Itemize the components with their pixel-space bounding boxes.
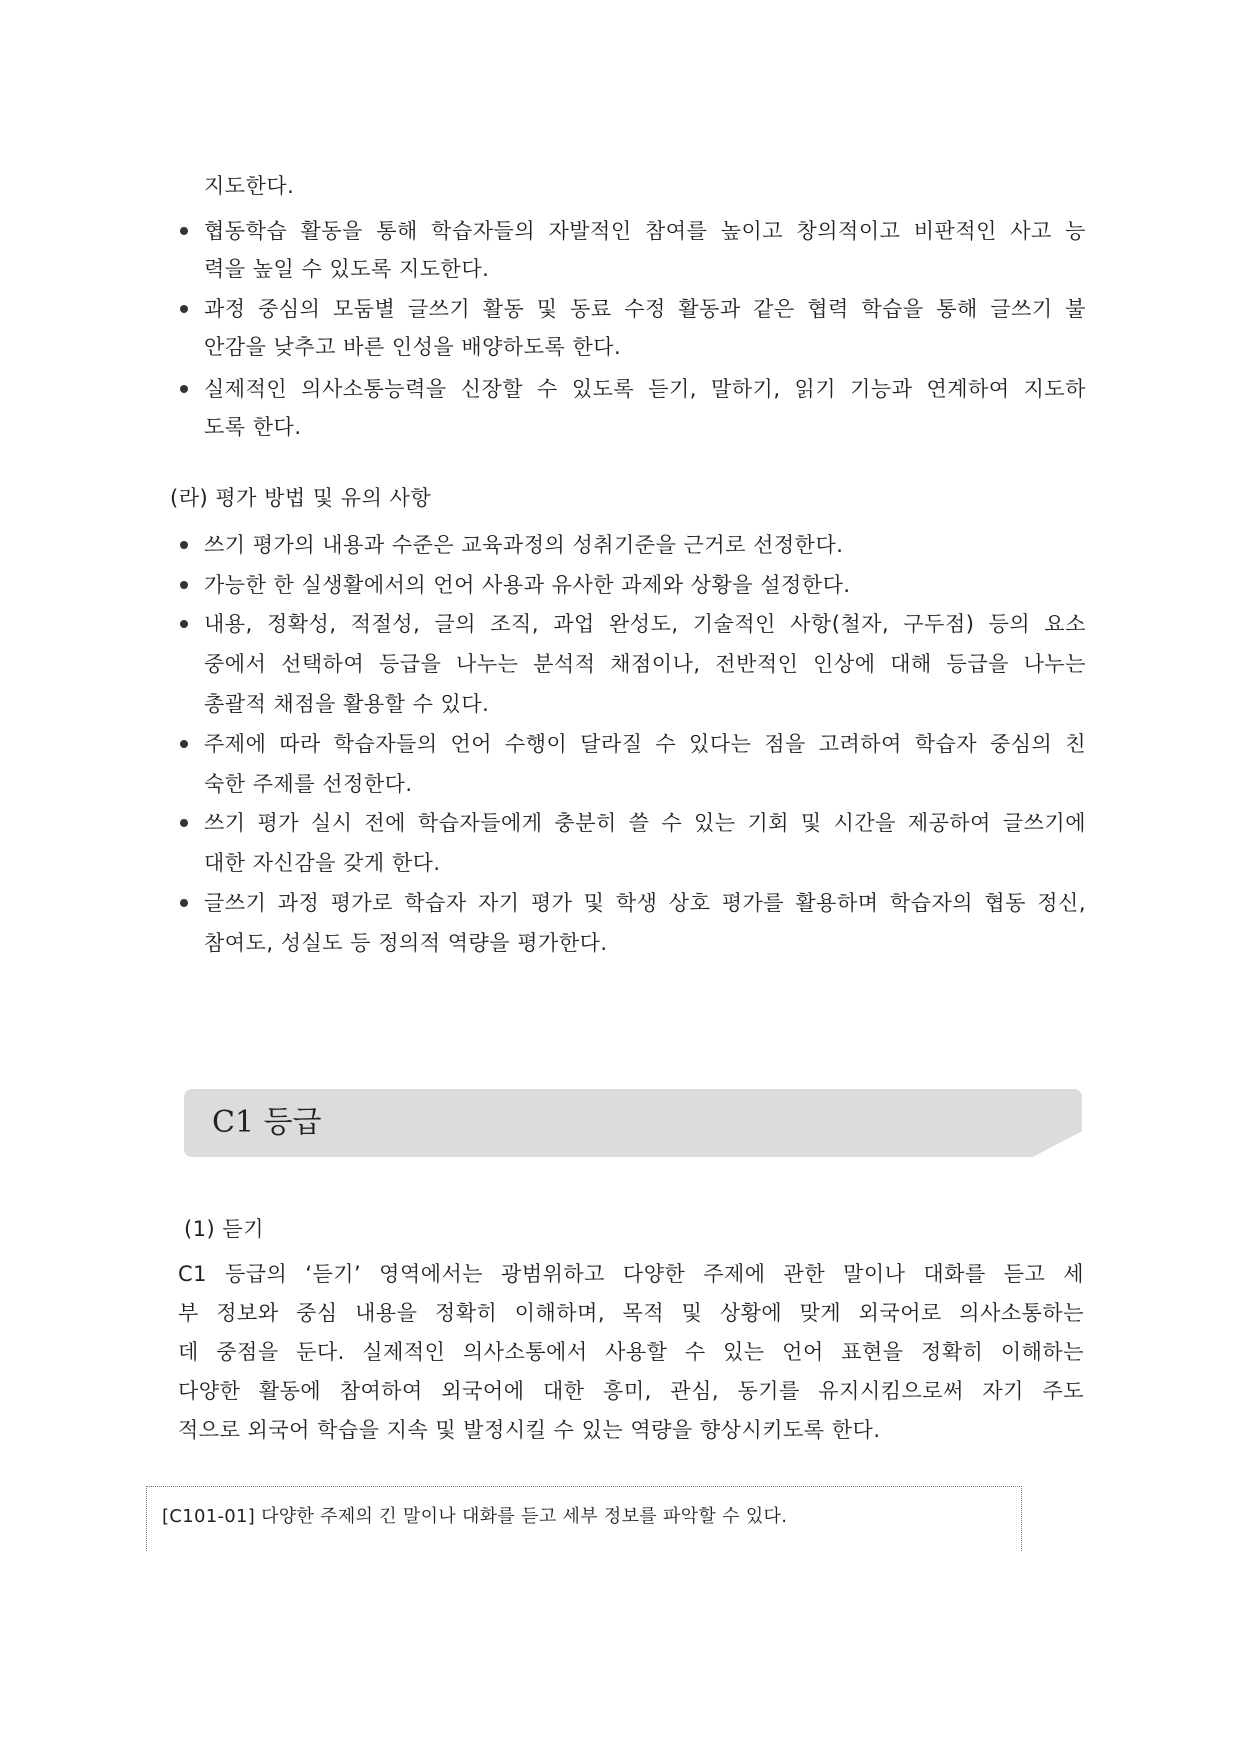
bullet-line: 총괄적 채점을 활용할 수 있다. bbox=[204, 692, 490, 716]
paragraph-line: 적으로 외국어 학습을 지속 및 발정시킬 수 있는 역량을 향상시키도록 한다. bbox=[178, 1418, 881, 1442]
bullet-line: 참여도, 성실도 등 정의적 역량을 평가한다. bbox=[204, 931, 608, 955]
bullet-dot-icon bbox=[180, 740, 188, 748]
bullet-dot-icon bbox=[180, 581, 188, 589]
bullet-line: 력을 높일 수 있도록 지도한다. bbox=[204, 257, 490, 281]
bullet-dot-icon bbox=[180, 227, 188, 235]
bullet-line: 글쓰기 과정 평가로 학습자 자기 평가 및 학생 상호 평가를 활용하며 학습자의 협동 정신, bbox=[204, 891, 1086, 915]
paragraph-line: 부 정보와 중심 내용을 정확히 이해하며, 목적 및 상황에 맞게 외국어로 의사소통하는 bbox=[178, 1301, 1084, 1325]
bullet-dot-icon bbox=[180, 305, 188, 313]
paragraph-line: 다양한 활동에 참여하여 외국어에 대한 흥미, 관심, 동기를 유지시킴으로써 자기 주도 bbox=[178, 1379, 1084, 1403]
paragraph-line: C1 등급의 ‘듣기’ 영역에서는 광범위하고 다양한 주제에 관한 말이나 대화를 듣고 세 bbox=[178, 1262, 1084, 1286]
bullet-line: 안감을 낮추고 바른 인성을 배양하도록 한다. bbox=[204, 335, 622, 359]
bullet-dot-icon bbox=[180, 620, 188, 628]
evaluation-heading: (라) 평가 방법 및 유의 사항 bbox=[170, 486, 432, 510]
grade-title: C1 등급 bbox=[212, 1105, 322, 1140]
bullet-line: 쓰기 평가 실시 전에 학습자들에게 충분히 쓸 수 있는 기회 및 시간을 제공하여 글쓰기에 bbox=[204, 811, 1086, 835]
bullet-dot-icon bbox=[180, 541, 188, 549]
bullet-dot-icon bbox=[180, 899, 188, 907]
bullet-line: 도록 한다. bbox=[204, 415, 302, 439]
bullet-line: 실제적인 의사소통능력을 신장할 수 있도록 듣기, 말하기, 읽기 기능과 연계하여 지도하 bbox=[204, 377, 1086, 401]
paragraph-line: 데 중점을 둔다. 실제적인 의사소통에서 사용할 수 있는 언어 표현을 정확히 이해하는 bbox=[178, 1340, 1084, 1364]
bullet-line: 협동학습 활동을 통해 학습자들의 자발적인 참여를 높이고 창의적이고 비판적인 사고 능 bbox=[204, 219, 1086, 243]
bullet-line: 숙한 주제를 선정한다. bbox=[204, 772, 413, 796]
bullet-line: 중에서 선택하여 등급을 나누는 분석적 채점이나, 전반적인 인상에 대해 등급을 나누는 bbox=[204, 652, 1086, 676]
bullet-line: 내용, 정확성, 적절성, 글의 조직, 과업 완성도, 기술적인 사항(철자, 구두점) 등의 요소 bbox=[204, 612, 1086, 636]
bullet-line: 주제에 따라 학습자들의 언어 수행이 달라질 수 있다는 점을 고려하여 학습자 중심의 친 bbox=[204, 732, 1086, 756]
bullet-line: 쓰기 평가의 내용과 수준은 교육과정의 성취기준을 근거로 선정한다. bbox=[204, 533, 844, 557]
bullet-line: 가능한 한 실생활에서의 언어 사용과 유사한 과제와 상황을 설정한다. bbox=[204, 573, 851, 597]
continuation-line: 지도한다. bbox=[204, 174, 295, 198]
achievement-standard-text: [C101-01] 다양한 주제의 긴 말이나 대화를 듣고 세부 정보를 파악할 수 있다. bbox=[162, 1506, 788, 1527]
bullet-dot-icon bbox=[180, 385, 188, 393]
listening-heading: (1) 듣기 bbox=[184, 1217, 264, 1241]
bullet-dot-icon bbox=[180, 819, 188, 827]
bullet-line: 과정 중심의 모둠별 글쓰기 활동 및 동료 수정 활동과 같은 협력 학습을 통해 글쓰기 불 bbox=[204, 297, 1086, 321]
bullet-line: 대한 자신감을 갖게 한다. bbox=[204, 851, 441, 875]
